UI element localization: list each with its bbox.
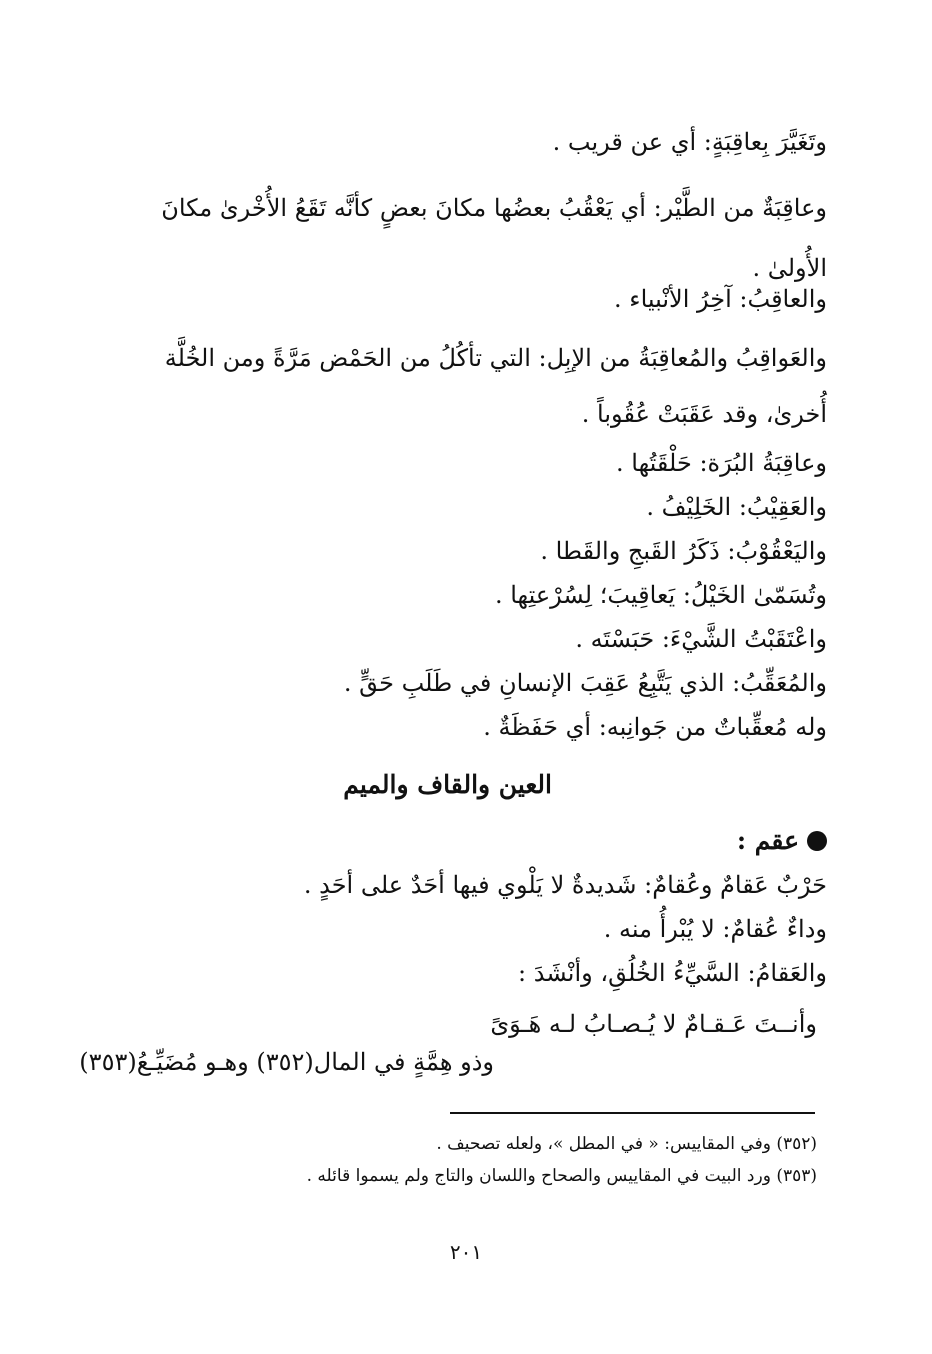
entry-line: حَرْبٌ عَقامٌ وعُقامٌ: شَديدةٌ لا يَلْوي فيها أحَدٌ على أحَدٍ . (303, 871, 827, 899)
entry-line: وتُسَمّىٰ الخَيْلُ: يَعاقِيبَ؛ لِسُرْعتِها . (494, 581, 827, 609)
entry-line: والعَقِيْبُ: الخَلِيْفُ . (646, 493, 827, 521)
root-label: عقم : (736, 826, 799, 855)
entry-line: وتَغَيَّرَ بِعاقِبَةٍ: أي عن قريب . (552, 128, 827, 156)
entry-line: واليَعْقُوْبُ: ذَكَرُ القَبجِ والقَطا . (540, 537, 827, 565)
root-heading (737, 826, 827, 855)
bullet-icon (807, 831, 827, 851)
entry-paragraph: والعَواقِبُ والمُعاقِبَةُ من الإبِل: التي تأكُلُ من الحَمْض مَرَّةً ومن الخُلَّة أُخرىٰ، وقد عَقَبَتْ عُقُوباً . (164, 344, 827, 428)
entry-line: والعَقامُ: السَّيِّءُ الخُلُقِ، وأنْشَدَ : (518, 959, 827, 987)
verse-second-hemistich: وذو هِمَّةٍ في المال(٣٥٢) وهـو مُضَيِّـعُ(٣٥٣) (79, 1048, 494, 1076)
section-title: العين والقاف والميم (343, 770, 552, 799)
verse-first-hemistich: وأنــتَ عَـقـامٌ لا يُـصـابُ لـه هَـوَىً (490, 1010, 817, 1038)
entry-line: وعاقِبَةُ البُرَة: حَلْقَتُها . (616, 449, 827, 477)
footnote: (٣٥٢) وفي المقاييس: « في المطل »، ولعله تصحيف . (436, 1134, 817, 1154)
entry-line: واعْتَقَبْتُ الشَّيْءَ: حَبَسْتَه . (575, 625, 827, 653)
entry-paragraph: وعاقِبَةٌ من الطَّيْر: أي يَعْقُبُ بعضُها مكانَ بعضٍ كأنَّه تَقَعُ الأُخْرىٰ مكانَ الأُولىٰ . (161, 194, 827, 282)
entry-line: والمُعَقِّبُ: الذي يَتَّبِعُ عَقِبَ الإنسانِ في طَلَبِ حَقٍّ . (343, 669, 827, 697)
footnote: (٣٥٣) ورد البيت في المقاييس والصحاح واللسان والتاج ولم يسموا قائله . (306, 1166, 817, 1186)
entry-line: والعاقِبُ: آخِرُ الأنْبياء . (614, 285, 827, 313)
entry-line: وله مُعقِّباتٌ من جَوانِبه: أي حَفَظَةٌ . (483, 713, 827, 741)
page-number: ٢٠١ (449, 1240, 483, 1264)
entry-line: وداءٌ عُقامٌ: لا يُبْرأُ منه . (603, 915, 827, 943)
footnote-divider (450, 1112, 815, 1114)
